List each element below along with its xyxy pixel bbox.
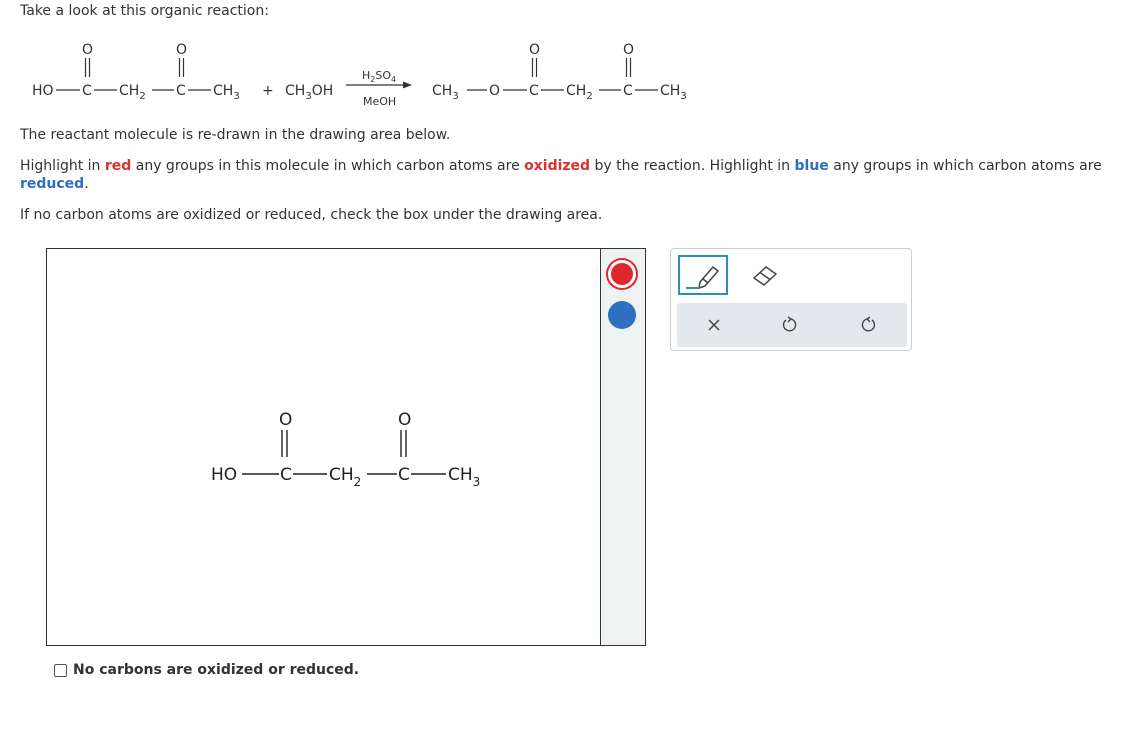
reagent-ch3: CH [285,83,306,99]
mol-ho: HO [211,465,238,485]
blue-highlight-button[interactable] [608,301,636,329]
instruction-line-3: If no carbon atoms are oxidized or reduced, check the box under the drawing area. [20,207,603,223]
reaction-equation [0,30,720,120]
reactant-ch2: CH [119,83,140,99]
product-c2: C [623,83,633,99]
product-ch3: CH [432,83,453,99]
pen-icon [680,257,726,293]
action-toolbar [677,303,907,347]
eraser-button[interactable] [751,263,779,287]
undo-icon [779,314,801,336]
instruction-line-2: Highlight in red any groups in this molecule in which carbon atoms are oxidized by the reaction. Highlight in blue any groups in which carbon atoms are reduced. [20,158,1102,192]
mol-o2: O [398,410,412,430]
plus-sign: + [262,83,274,99]
blue-keyword: blue [794,158,829,174]
reactant-c1: C [82,83,92,99]
redo-button[interactable] [857,314,879,336]
svg-text:CH3: $CH_3$ [660,83,687,102]
product-ch3b: CH [660,83,681,99]
oxidized-keyword: oxidized [524,158,591,174]
svg-text:CH3: $CH_3$ [448,465,481,489]
mol-c1: C [280,465,292,485]
reduced-keyword: reduced [20,176,85,192]
mol-ch2: CH [329,465,354,485]
reactant-o1: O [82,42,94,58]
no-change-checkbox-row[interactable] [54,662,359,678]
svg-text:CH2: $CH_2$ [566,83,593,102]
reactant-c2: C [176,83,186,99]
reactant-ch3: CH [213,83,234,99]
reactant-o2: O [176,42,188,58]
product-o1: O [529,42,541,58]
svg-text:CH3OH: $CH_3OH$ [285,83,334,102]
reactant-ho: HO [32,83,54,99]
arrow-reagent-bottom: MeOH [363,95,397,108]
product-ch2: CH [566,83,587,99]
arrow-reagent-top: $H_2SO_4$ [362,69,397,84]
pen-tool-button[interactable] [678,255,728,295]
red-keyword: red [104,158,132,174]
drawn-molecule[interactable] [47,249,600,645]
close-icon [703,314,725,336]
product-c1: C [529,83,539,99]
drawing-area[interactable] [46,248,601,646]
product-o2: O [623,42,635,58]
instruction-line-1: The reactant molecule is re-drawn in the drawing area below. [20,127,451,143]
clear-button[interactable] [703,314,725,336]
svg-text:CH3: $CH_3$ [432,83,459,102]
mol-ch3: CH [448,465,473,485]
svg-text:CH2: $CH_2$ [329,465,362,489]
redo-icon [857,314,879,336]
mol-o1: O [279,410,293,430]
svg-text:CH2: $CH_2$ [119,83,146,102]
prompt-text: Take a look at this organic reaction: [20,3,269,19]
undo-button[interactable] [779,314,801,336]
no-change-checkbox[interactable] [54,664,67,677]
svg-text:CH3: $CH_3$ [213,83,240,102]
eraser-icon [751,263,779,287]
red-highlight-button[interactable] [608,260,636,288]
color-palette [601,248,646,646]
product-o-link: O [489,83,501,99]
tool-panel [670,248,912,351]
no-change-checkbox-label: No carbons are oxidized or reduced. [73,662,360,678]
mol-c2: C [398,465,410,485]
